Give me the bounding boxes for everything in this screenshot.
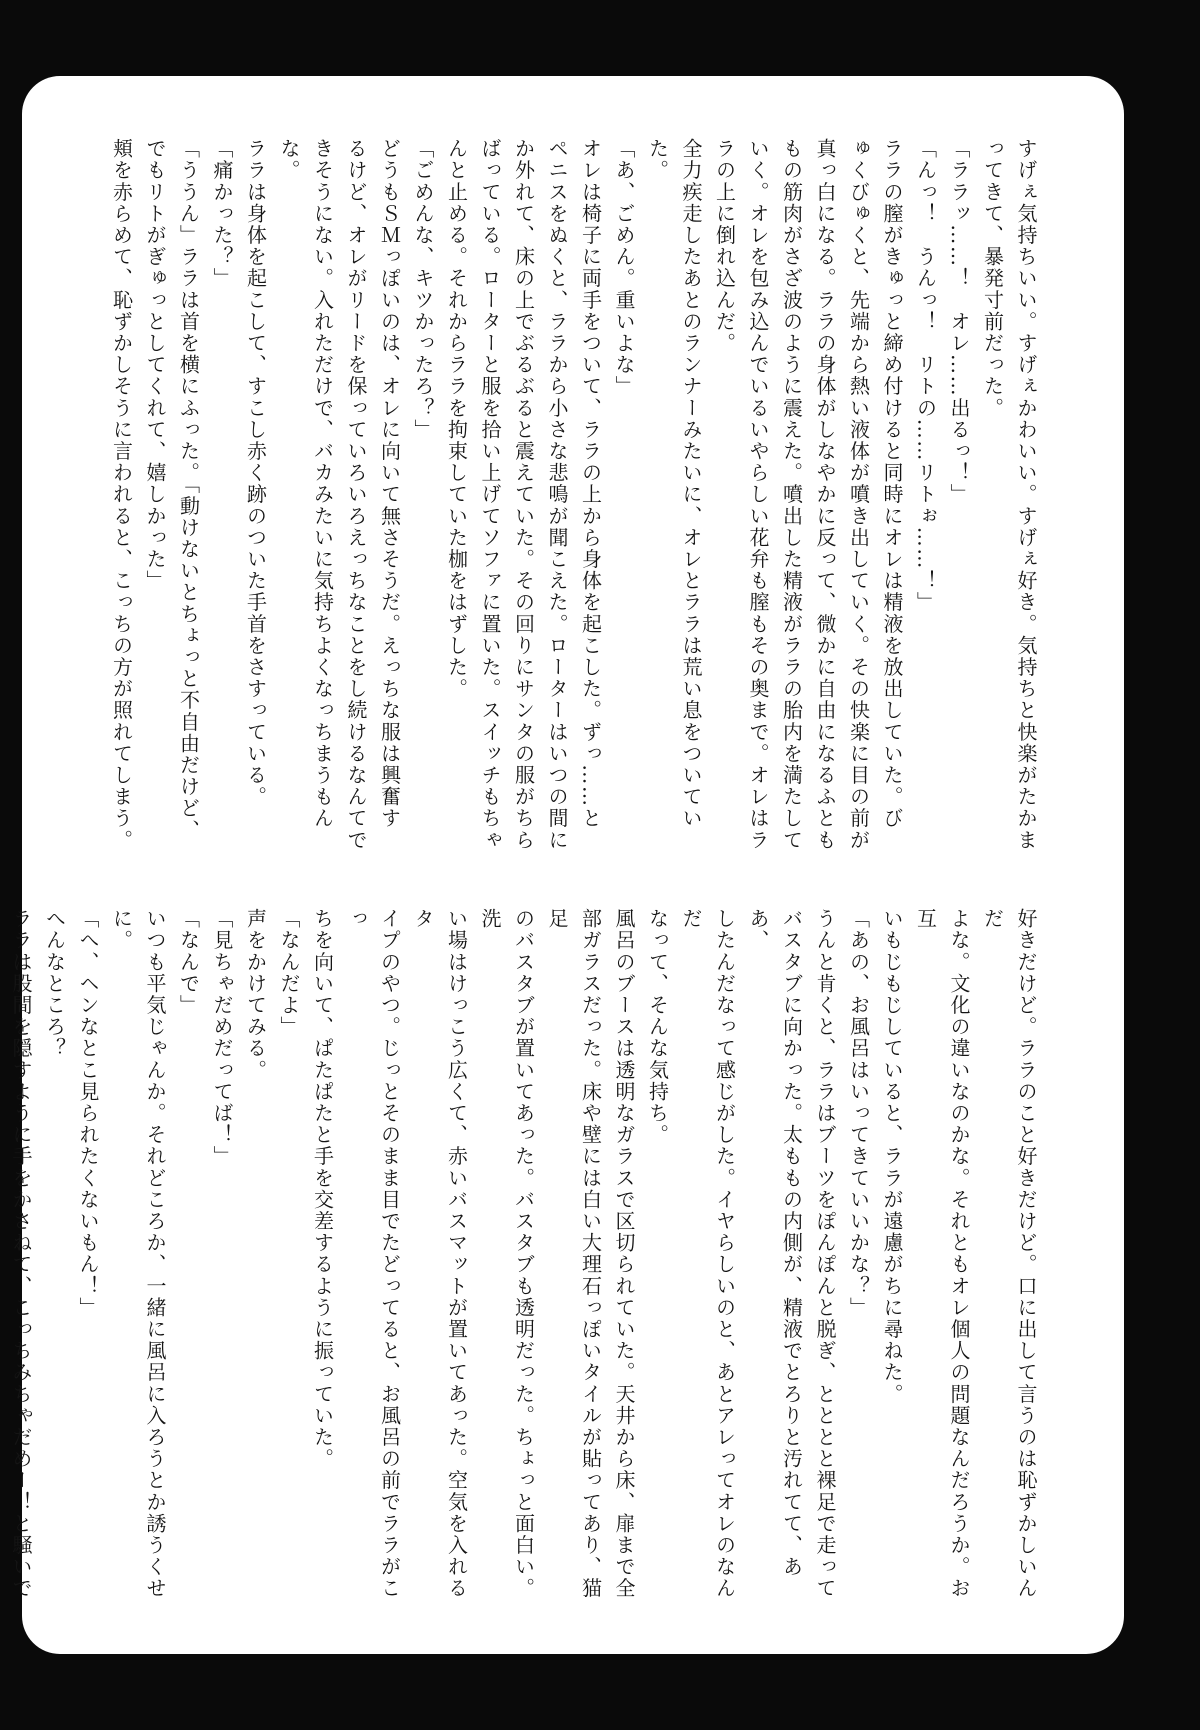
text-line: に。 [109,908,134,952]
text-line [0,908,4,1618]
text-line: 「あ、ごめん。重いよな」 [612,138,636,398]
text-line: ちを向いて、ぱたぱたと手を交差するように振っていた。 [310,908,335,1470]
text-line: い場はけっこう広くて、赤いバスマットが置いてあった。空気を入れるタ [411,908,469,1600]
text-block-top [92,138,1042,868]
text-line: バスタブに向かった。太ももの内側が、精液でとろりと汚れてて、ああ、 [746,908,804,1578]
text-line: ばっている。ローターと服を拾い上げてソファに置いた。スイッチもちゃ [478,138,502,851]
text-line: もの筋肉がさざ波のように震えた。噴出した精液がララの胎内を満たして [779,138,804,851]
text-line: オレは椅子に両手をついて、ララの上から身体を起こした。ずっ……と [578,138,603,830]
text-line: イプのやつ。じっとそのまま目でたどってると、お風呂の前でララがこっ [344,908,402,1600]
text-line: ってきて、暴発寸前だった。 [980,138,1005,419]
text-line: 「ううん」ララは首を横にふった。「動けないとちょっと不自由だけど、 [176,138,201,841]
text-line: 「ララッ……！ オレ……出るっ！」 [947,138,971,506]
text-line: 真っ白になる。ララの身体がしなやかに反って、微かに自由になるふとも [813,138,837,851]
text-line: 「なんだよ」 [277,908,301,1038]
text-line: 「あの、お風呂はいってきていいかな？」 [846,908,871,1319]
text-line: 「なんで」 [176,908,201,1016]
text-line: 部ガラスだった。床や壁には白い大理石っぽいタイルが貼ってあり、猫足 [545,908,603,1600]
text-block-bottom [9,908,1042,1618]
text-line: いく。オレを包み込んでいるいやらしい花弁も膣もその奥まで。オレはラ [746,138,770,851]
text-line: したんだなって感じがした。イヤらしいのと、あとアレってオレのなんだ [679,908,737,1600]
text-line: うんと肯くと、ララはブーツをぽんぽんと脱ぎ、とととと裸足で走って [813,908,837,1600]
text-line: きそうにない。入れただけで、バカみたいに気持ちよくなっちまうもんな。 [277,138,335,830]
text-line: 「へ、ヘンなとこ見られたくないもん！」 [76,908,100,1319]
text-line: よな。文化の違いなのかな。それともオレ個人の問題なんだろうか。お互 [913,908,971,1600]
text-line: のバスタブが置いてあった。バスタブも透明だった。ちょっと面白い。洗 [478,908,536,1600]
text-line: へんなところ？ [42,908,67,1060]
text-line: か外れて、床の上でぶるぶると震えていた。その回りにサンタの服がちら [511,138,536,851]
text-line: いもじもじしていると、ララが遠慮がちに尋ねた。 [880,908,904,1405]
text-line: ララは身体を起こして、すこし赤く跡のついた手首をさすっている。 [243,138,268,808]
text-line: 頬を赤らめて、恥ずかしそうに言われると、こっちの方が照れてしまう。 [109,138,134,851]
text-line: いつも平気じゃんか。それどころか、一緒に風呂に入ろうとか誘うくせ [143,908,167,1600]
text-line: るけど、オレがリードを保っていろいろえっちなことをし続けるなんてで [344,138,368,851]
text-line: 「痛かった？」 [210,138,234,290]
text-line: 好きだけど。ララのこと好きだけど。口に出して言うのは恥ずかしいんだ [980,908,1038,1600]
text-line: 「見ちゃだめだってば！」 [210,908,234,1168]
text-line: なって、そんな気持ち。 [645,908,670,1146]
text-line: 「んっ！ うんっ！ リトの……リトぉ……！」 [913,138,938,614]
text-line: ペニスをぬくと、ララから小さな悲鳴が聞こえた。ローターはいつの間に [545,138,569,851]
text-line: ララの膣がきゅっと締め付けると同時にオレは精液を放出していた。び [880,138,904,830]
text-line: すげぇ気持ちいい。すげぇかわいい。すげぇ好き。気持ちと快楽がたかま [1014,138,1038,851]
text-line: どうもＳＭっぽいのは、オレに向いて無さそうだ。えっちな服は興奮す [377,138,402,830]
text-line: んと止める。それからララを拘束していた枷をはずした。 [444,138,469,700]
text-line: ララは股間を隠すように手をかさねて、こっちみちゃだめー！と騒いで [9,908,33,1600]
text-line: 声をかけてみる。 [243,908,268,1081]
text-line: でもリトがぎゅっとしてくれて、嬉しかった」 [143,138,167,592]
text-line: 風呂のブースは透明なガラスで区切られていた。天井から床、扉まで全 [612,908,636,1600]
text-line: 「ごめんな、キツかったろ？」 [411,138,435,441]
text-line: ゅくびゅくと、先端から熱い液体が噴き出していく。その快楽に目の前が [846,138,871,851]
text-line: ラの上に倒れ込んだ。 [712,138,737,354]
text-line: 全力疾走したあとのランナーみたいに、オレとララは荒い息をついてい [679,138,703,830]
text-line: た。 [645,138,670,182]
page-card [9,76,1124,1654]
